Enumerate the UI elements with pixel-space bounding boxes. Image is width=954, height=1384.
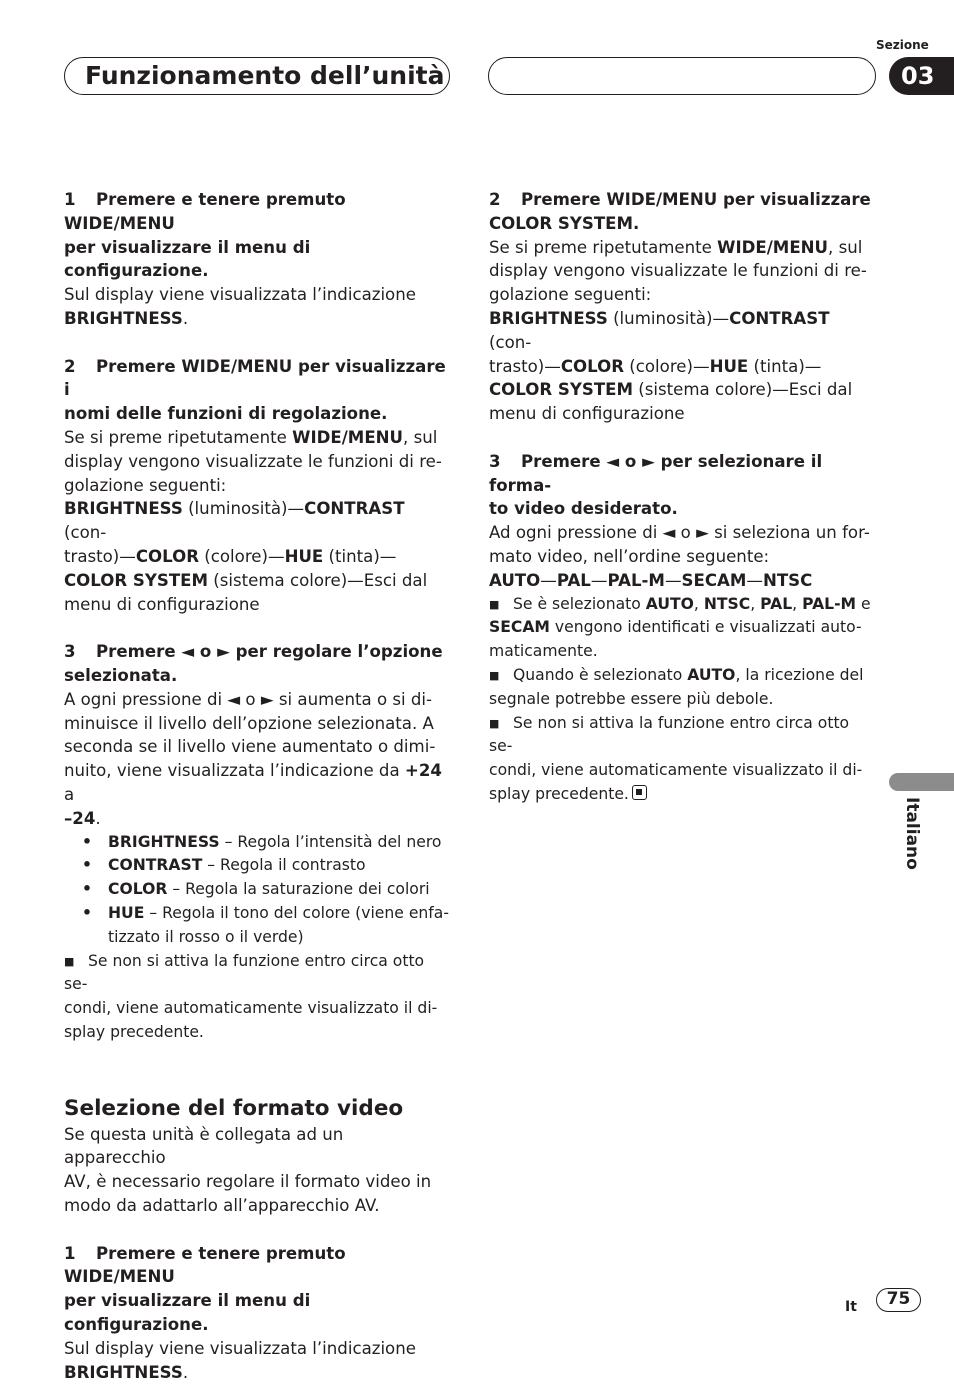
step-2-body: golazione seguenti:: [64, 475, 227, 495]
header-title-frame: [64, 57, 450, 95]
note: SECAM vengono identificati e visualizzati auto-: [489, 618, 862, 637]
section-label: Sezione: [876, 38, 929, 52]
note: segnale potrebbe essere più debole.: [489, 689, 774, 708]
left-column: [64, 188, 450, 1384]
video-step-1-title-cont: per visualizzare il menu di configurazione.: [64, 1291, 311, 1335]
section-number: 03: [901, 62, 935, 90]
step-2-body: Se si preme ripetutamente WIDE/MENU, sul: [64, 427, 438, 447]
bullet-hue-cont: tizzato il rosso o il verde): [108, 927, 304, 946]
step-2-body: menu di configurazione: [489, 404, 685, 424]
video-step-1-body-cont: BRIGHTNESS.: [64, 1362, 189, 1382]
video-step-1-body: Sul display viene visualizzata l’indicazione: [64, 1338, 416, 1358]
step-3-body: mato video, nell’ordine seguente:: [489, 546, 770, 566]
note: splay precedente.: [489, 783, 875, 807]
step-3-body: nuito, viene visualizzata l’indicazione da +24 a: [64, 761, 442, 804]
footer-language: It: [845, 1299, 857, 1315]
step-2-body: menu di configurazione: [64, 594, 260, 614]
format-sequence: AUTO—PAL—PAL-M—SECAM—NTSC: [489, 570, 813, 590]
note-square-icon: ■: [489, 668, 500, 682]
step-1-body-cont: BRIGHTNESS.: [64, 308, 189, 328]
language-tab: [889, 773, 954, 791]
page-number: 75: [876, 1288, 921, 1312]
note: condi, viene automaticamente visualizzato il di-: [64, 999, 438, 1018]
step-2-title-cont: COLOR SYSTEM.: [489, 213, 640, 233]
step-3-body: –24.: [64, 808, 101, 828]
right-column: [489, 188, 875, 807]
step-2-title: 2 Premere WIDE/MENU per visualizzare i: [64, 356, 446, 400]
bullet-color: • COLOR – Regola la saturazione dei colori: [82, 880, 430, 899]
note: condi, viene automaticamente visualizzato il di-: [489, 761, 863, 780]
step-3-title-cont: to video desiderato.: [489, 499, 678, 519]
step-2-body: BRIGHTNESS (luminosità)—CONTRAST (con-: [489, 308, 830, 352]
step-2-body: COLOR SYSTEM (sistema colore)—Esci dal: [489, 380, 853, 400]
note: maticamente.: [489, 642, 598, 661]
video-step-1-title: 1 Premere e tenere premuto WIDE/MENU: [64, 1243, 346, 1287]
step-3-title: 3 Premere ◄ o ► per selezionare il forma-: [489, 451, 823, 495]
end-mark-icon: [632, 785, 647, 800]
intro-text: modo da adattarlo all’apparecchio AV.: [64, 1196, 380, 1216]
language-label: Italiano: [902, 797, 922, 870]
step-2-title-cont: nomi delle funzioni di regolazione.: [64, 404, 388, 424]
step-2-body: trasto)—COLOR (colore)—HUE (tinta)—: [489, 356, 822, 376]
step-2-body: golazione seguenti:: [489, 285, 652, 305]
step-1-body: Sul display viene visualizzata l’indicazione: [64, 285, 416, 305]
step-2-body: display vengono visualizzate le funzioni di re-: [64, 451, 442, 471]
step-2-title: 2 Premere WIDE/MENU per visualizzare: [489, 190, 871, 209]
note-square-icon: ■: [489, 597, 500, 611]
step-2-body: display vengono visualizzate le funzioni di re-: [489, 261, 867, 281]
note: ■ Quando è selezionato AUTO, la ricezione del: [489, 664, 875, 688]
step-3-body: A ogni pressione di ◄ o ► si aumenta o si di-: [64, 689, 433, 709]
note: ■ Se non si attiva la funzione entro circa otto se-: [489, 713, 850, 756]
intro-text: Se questa unità è collegata ad un apparecchio: [64, 1124, 344, 1168]
note: splay precedente.: [64, 1022, 204, 1041]
note: ■ Se non si attiva la funzione entro circa otto se-: [64, 951, 425, 994]
header-empty-frame: [488, 57, 876, 95]
step-1-title-cont: per visualizzare il menu di configurazione.: [64, 237, 311, 281]
step-3-body: minuisce il livello dell’opzione selezionata. A: [64, 713, 434, 733]
bullet-hue: • HUE – Regola il tono del colore (viene enfa-: [82, 903, 449, 922]
intro-text: AV, è necessario regolare il formato video in: [64, 1172, 432, 1192]
section-badge: [889, 57, 954, 95]
step-3-body: Ad ogni pressione di ◄ o ► si seleziona un for-: [489, 523, 870, 543]
note-square-icon: ■: [64, 954, 75, 968]
step-3-body: seconda se il livello viene aumentato o dimi-: [64, 737, 436, 757]
step-3-title: 3 Premere ◄ o ► per regolare l’opzione: [64, 642, 443, 662]
step-2-body: COLOR SYSTEM (sistema colore)—Esci dal: [64, 570, 428, 590]
step-1-title: 1 Premere e tenere premuto WIDE/MENU: [64, 190, 346, 233]
step-3-title-cont: selezionata.: [64, 665, 178, 685]
step-2-body: Se si preme ripetutamente WIDE/MENU, sul: [489, 237, 863, 257]
bullet-contrast: • CONTRAST – Regola il contrasto: [82, 856, 366, 875]
page-title: Funzionamento dell’unità: [85, 61, 445, 90]
note-square-icon: ■: [489, 716, 500, 730]
bullet-brightness: • BRIGHTNESS – Regola l’intensità del nero: [82, 832, 442, 851]
note: ■ Se è selezionato AUTO, NTSC, PAL, PAL-M e: [489, 593, 875, 617]
step-2-body: BRIGHTNESS (luminosità)—CONTRAST (con-: [64, 499, 405, 543]
step-2-body: trasto)—COLOR (colore)—HUE (tinta)—: [64, 546, 397, 566]
section-heading: Selezione del formato video: [64, 1095, 404, 1121]
